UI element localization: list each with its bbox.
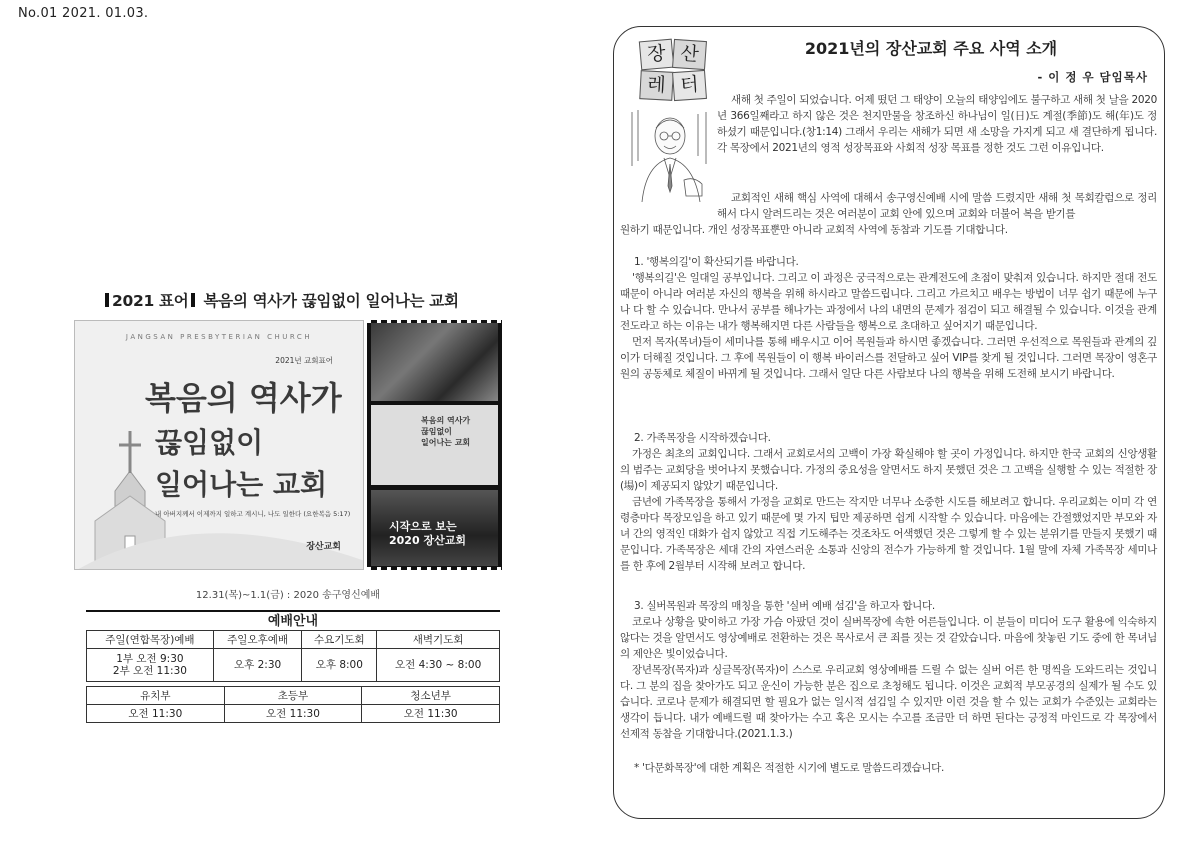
section-heading: 1. '행복의길'이 확산되기를 바랍니다. — [634, 256, 799, 268]
poster-line-3: 일어나는 교회 — [155, 468, 328, 501]
column-logo — [636, 40, 706, 100]
table-header: 청소년부 — [362, 687, 500, 705]
section-paragraph: '행복의길'은 일대일 공부입니다. 그리고 이 과정은 궁극적으로는 관계전도에 초점이 맞춰져 있습니다. 하지만 절대 전도 때문이 아니라 여러분 자신의 행복을 위해 하시라고 말씀드립니다. 그리고 가르치고 배우는 방법이 너무 쉽기 때문에 누구나 다 할 수 있습니다. 만나서 공부를 해나가는 과정에서 나의 내면의 문제가 점검이 되고 해결될 수 있습니다. 이것을 관계전도라고 하는 이유는 내가 행복해지면 다른 사람들을 행복으로 초대하고 싶어지기 때문입니다. — [620, 272, 1157, 332]
table-cell: 오후 8:00 — [302, 649, 377, 682]
section-heading: 3. 실버목원과 목장의 매칭을 통한 '실버 예배 섬김'을 하고자 합니다. — [634, 600, 935, 612]
table-cell: 오후 2:30 — [213, 649, 302, 682]
motto-poster — [74, 320, 364, 570]
table-cell: 오전 11:30 — [362, 705, 500, 723]
banner-text: 복음의 역사가 끊임없이 일어나는 교회 — [421, 416, 471, 447]
logo-tile: 산 — [672, 39, 707, 70]
church-english-name: JANGSAN PRESBYTERIAN CHURCH — [125, 333, 313, 341]
motto-prefix: 2021 표어 — [112, 292, 189, 310]
table-header: 초등부 — [224, 687, 362, 705]
photo-strip — [367, 320, 502, 570]
logo-tile: 터 — [672, 70, 707, 101]
table-header: 유치부 — [87, 687, 225, 705]
poster-subtitle: 2021년 교회표어 — [275, 356, 333, 365]
annual-motto — [102, 289, 502, 311]
bar-mark — [191, 293, 195, 307]
photo-gathering — [371, 323, 498, 401]
poster-verse: 내 아버지께서 이제까지 일하고 계시니, 나도 일한다 (요한복음 5:17) — [155, 510, 351, 518]
article-title: 2021년의 장산교회 주요 사역 소개 — [804, 39, 1058, 58]
pastor-portrait — [628, 106, 716, 202]
ministry-section-3 — [620, 598, 1157, 742]
section-paragraph: 장년목장(목자)과 싱글목장(목자)이 스스로 우리교회 영상예배를 드릴 수 없는 실버 어른 한 명씩을 도와드리는 것입니다. 그 분의 집을 찾아가도 되고 운신이 가능한 분은 집으로 초청해도 됩니다. 이것은 교회적 부모공경의 실제가 될 수도 있습니다. 코로나 문제가 해결되면 할 필요가 없는 일시적 섬김일 수 있지만 이런 것을 할 수 있는 교회가 수준있는 교회라는 생각이 듭니다. 내가 예배드릴 때 찾아가는 수고 혹은 모시는 수고를 조금만 더 하면 된다는 긍정적 마인드로 각 목장에서 선제적 동참을 기대합니다.(2021.1.3.) — [620, 664, 1157, 740]
section-paragraph: 코로나 상황을 맞이하고 가장 가슴 아팠던 것이 실버목장에 속한 어른들입니다. 이 분들이 미디어 도구 활용에 익숙하지 않다는 것을 알면서도 영상예배로 전환하는 것은 목사로서 큰 죄를 짓는 것 같았습니다. 마음에 찻놓린 기도 중에 한 목녀님의 제안은 빛이었습니다. — [620, 616, 1157, 660]
section-paragraph: 금년에 가족목장을 통해서 가정을 교회로 만드는 작지만 너무나 소중한 시도를 해보려고 합니다. 우리교회는 이미 각 연령층마다 목장모임을 하고 있기 때문에 몇 가지 팁만 제공하면 쉽게 시작할 수 있습니다. 마음에는 간절했었지만 부모와 자녀 간의 영적인 대화가 쉽지 않았고 직접 기도해주는 것조차도 어색했던 것은 그렇게 할 수 있는 분위기를 만들지 못했기 때문입니다. 가족목장은 세대 간의 자연스러운 소통과 신앙의 전수가 가능하게 할 것입니다. 1월 말에 자체 가족목장 세미나를 한 후에 2월부터 시작해 보려고 합니다. — [620, 496, 1157, 572]
table-cell: 오전 4:30 ~ 8:00 — [377, 649, 500, 682]
poster-line-1: 복음의 역사가 — [145, 379, 342, 417]
logo-tile: 레 — [639, 70, 673, 101]
table-cell: 오전 11:30 — [224, 705, 362, 723]
film-sprocket — [367, 567, 502, 570]
worship-guide — [86, 610, 500, 723]
bar-mark — [105, 293, 109, 307]
worship-table — [86, 630, 500, 682]
table-header: 새벽기도회 — [377, 631, 500, 649]
footnote: * '다문화목장'에 대한 계획은 적절한 시기에 별도로 말씀드리겠습니다. — [634, 762, 945, 774]
intro-paragraph: 새해 첫 주일이 되었습니다. 어제 떴던 그 태양이 오늘의 태양임에도 불구하고 새해 첫 날을 2020년 366일째라고 하지 않은 것은 천지만물을 창조하신 하나님이 일(日)도 계절(季節)도 해(年)도 정하셨기 때문입니다.(창1:14) 그래서 우리는 새해가 되면 새 소망을 가지게 되고 새 결단하게 됩니다. 각 목장에서 2021년의 영적 성장목표와 사회적 성장 목표를 정한 것도 그런 이유입니다. — [717, 94, 1157, 154]
table-header: 주일오후예배 — [213, 631, 302, 649]
ministry-section-2 — [620, 430, 1157, 574]
table-header: 주일(연합목장)예배 — [87, 631, 214, 649]
photo-stage — [371, 490, 498, 566]
section-heading: 2. 가족목장을 시작하겠습니다. — [634, 432, 771, 444]
table-cell: 오전 11:30 — [87, 705, 225, 723]
worship-title: 예배안내 — [86, 610, 500, 630]
event-note: 12.31(목)~1.1(금) : 2020 송구영신예배 — [195, 590, 381, 601]
ministry-section-1 — [620, 254, 1157, 382]
poster-line-2: 끊임없이 — [155, 426, 264, 459]
logo-tile: 장 — [639, 39, 674, 71]
intro-paragraph-2-cont: 원하기 때문입니다. 개인 성장목표뿐만 아니라 교회적 사역에 동참과 기도를 기대합니다. — [620, 224, 1008, 236]
table-cell: 1부 오전 9:30 2부 오전 11:30 — [87, 649, 214, 682]
table-header: 수요기도회 — [302, 631, 377, 649]
section-paragraph: 먼저 목자(목녀)들이 세미나를 통해 배우시고 이어 목원들과 하시면 좋겠습니다. 그러면 우선적으로 목원들과 관계의 깊이가 더해질 것입니다. 그 후에 목원들이 이 행복 바이러스를 전달하고 싶어 VIP를 찾게 될 것입니다. 그러면 목장이 영혼구원의 공동체로 체질이 바뀌게 될 것입니다. 그래서 일단 다른 사람보다 나의 행복을 위해 도전해 보시기 바랍니다. — [620, 336, 1157, 380]
motto-text: 복음의 역사가 끊임없이 일어나는 교회 — [203, 292, 459, 310]
intro-paragraph-2: 교회적인 새해 핵심 사역에 대해서 송구영신예배 시에 말씀 드렸지만 새해 첫 목회칼럼으로 정리해서 다시 알려드리는 것은 여러분이 교회 안에 있으며 교회와 더불어 복을 받기를 — [717, 192, 1157, 220]
photo-banner — [371, 405, 498, 485]
stage-text: 시작으로 보는 2020 장산교회 — [389, 520, 466, 547]
church-logo: 장산교회 — [306, 542, 341, 552]
department-table — [86, 686, 500, 723]
article-author: - 이 정 우 담임목사 — [1037, 70, 1148, 84]
issue-number: No.01 2021. 01.03. — [18, 6, 149, 21]
section-paragraph: 가정은 최초의 교회입니다. 그래서 교회로서의 고백이 가장 확실해야 할 곳이 가정입니다. 하지만 한국 교회의 신앙생활의 범주는 교회당을 벗어나지 못했습니다. 가정의 중요성을 알면서도 하지 못했던 것은 그 고백을 실행할 수 있는 적절한 장(場)이 제공되지 않았기 때문입니다. — [620, 448, 1157, 492]
